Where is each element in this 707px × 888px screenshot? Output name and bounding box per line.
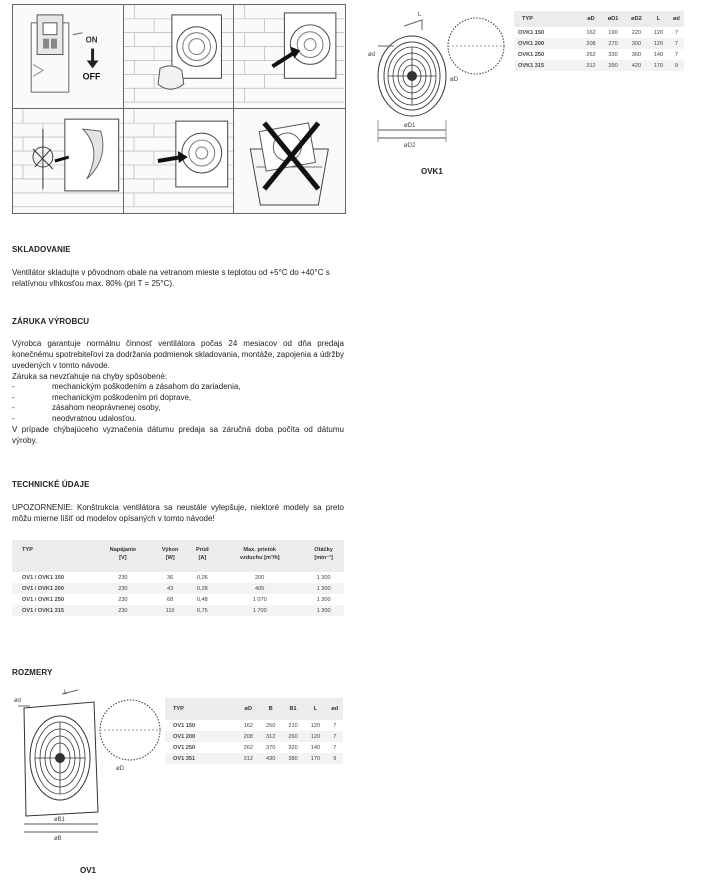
warranty-intro: Výrobca garantuje normálnu činnosť ventilátora počas 24 mesiacov od dňa predaja konečnému spotrebiteľovi za dodržania podmienok skladovania, montáže, zapojenia a údržby uvedených v tomto návode. bbox=[12, 339, 344, 370]
table-cell: 230 bbox=[118, 607, 128, 614]
table-cell: 390 bbox=[608, 62, 618, 69]
insert-fan-illustration bbox=[234, 5, 345, 108]
table-cell: 120 bbox=[310, 733, 321, 740]
ovk1-label-L: L bbox=[418, 12, 422, 18]
table-cell: 162 bbox=[243, 722, 253, 729]
ovk1-dimension-drawing bbox=[364, 6, 514, 184]
table-cell: 170 bbox=[310, 755, 321, 762]
tech-col-current: Prúd [A] bbox=[195, 547, 209, 561]
table-cell: 370 bbox=[265, 744, 276, 751]
ovk1-col-dd: ød bbox=[672, 16, 680, 22]
table-row bbox=[165, 720, 343, 731]
table-cell: 1 300 bbox=[316, 607, 331, 614]
ov1-dimension-drawing bbox=[12, 684, 162, 844]
table-row bbox=[12, 605, 344, 616]
switch-on-label: ON bbox=[85, 35, 98, 45]
ov1-col-d: øD bbox=[244, 706, 252, 712]
list-item: - zásahom neoprávnenej osoby, bbox=[12, 403, 161, 412]
warranty-closing: V prípade chýbajúceho vyznačenia dátumu predaja sa záručná doba počíta od dátumu výroby. bbox=[12, 425, 344, 445]
table-cell: 0,48 bbox=[196, 596, 208, 603]
step-wiring bbox=[13, 109, 124, 213]
table-row bbox=[165, 731, 343, 742]
table-cell: 110 bbox=[165, 607, 175, 614]
table-cell: 220 bbox=[631, 29, 642, 36]
step-switch-off bbox=[13, 5, 124, 109]
table-cell: 262 bbox=[586, 51, 596, 58]
ovk1-label-d1: øD1 bbox=[404, 123, 416, 129]
ov1-label-L: L bbox=[64, 690, 68, 696]
dimensions-heading: ROZMERY bbox=[12, 668, 53, 677]
table-cell: 0,26 bbox=[196, 574, 208, 581]
ov1-label-d: ød bbox=[14, 698, 22, 704]
ov1-col-dd: ød bbox=[331, 706, 339, 712]
storage-heading: SKLADOVANIE bbox=[12, 245, 71, 254]
table-cell: 7 bbox=[674, 40, 678, 47]
table-row bbox=[12, 583, 344, 594]
table-row bbox=[165, 742, 343, 753]
table-cell: 120 bbox=[653, 40, 664, 47]
table-row bbox=[514, 49, 684, 60]
step-fix-fan bbox=[124, 109, 235, 213]
warranty-heading: ZÁRUKA VÝROBCU bbox=[12, 317, 90, 326]
table-cell: 7 bbox=[674, 51, 678, 58]
table-cell: OVK1 150 bbox=[518, 29, 545, 36]
table-cell: 300 bbox=[631, 40, 642, 47]
table-cell: 262 bbox=[243, 744, 253, 751]
step-no-water bbox=[234, 109, 345, 213]
table-cell: 140 bbox=[310, 744, 321, 751]
table-cell: 43 bbox=[166, 585, 174, 592]
table-cell: 1 300 bbox=[316, 585, 331, 592]
ovk1-table-header-row bbox=[514, 11, 684, 27]
table-cell: OVK1 250 bbox=[518, 51, 545, 58]
table-cell: 405 bbox=[255, 585, 265, 592]
table-cell: 420 bbox=[631, 62, 642, 69]
table-cell: 270 bbox=[608, 40, 618, 47]
storage-text: Ventilátor skladujte v pôvodnom obale na vetranom mieste s teplotou od +5°C do +40°C s relatívnou vlhkosťou max. 80% (pri T = 25°C). bbox=[12, 268, 330, 288]
table-cell: 0,28 bbox=[196, 585, 208, 592]
switch-off-illustration bbox=[13, 5, 123, 108]
table-row bbox=[514, 38, 684, 49]
wall-mount-illustration bbox=[124, 5, 234, 108]
table-cell: 0,75 bbox=[196, 607, 208, 614]
tech-col-power: Výkon [W] bbox=[161, 547, 179, 561]
table-cell: 360 bbox=[631, 51, 642, 58]
table-cell: 7 bbox=[333, 733, 337, 740]
list-item: - mechanickým poškodením a zásahom do zariadenia, bbox=[12, 382, 241, 391]
table-cell: 68 bbox=[166, 596, 174, 603]
ovk1-label-d2: øD2 bbox=[404, 143, 416, 149]
ov1-col-b1: B1 bbox=[289, 706, 297, 712]
ov1-col-l: L bbox=[313, 706, 318, 712]
table-cell: OV1 / OVK1 315 bbox=[22, 607, 64, 614]
list-item: - neodvratnou udalosťou. bbox=[12, 413, 137, 423]
step-insert-fan bbox=[234, 5, 345, 109]
tech-col-speed: Otáčky [min⁻¹] bbox=[314, 547, 333, 561]
ovk1-label-d: ød bbox=[368, 52, 376, 58]
table-cell: 36 bbox=[166, 574, 174, 581]
ovk1-dimension-table bbox=[514, 11, 684, 71]
table-cell: 208 bbox=[586, 40, 596, 47]
table-cell: 260 bbox=[288, 733, 298, 740]
table-row bbox=[165, 753, 343, 764]
table-cell: 430 bbox=[265, 755, 276, 762]
table-cell: OV1 250 bbox=[173, 744, 196, 751]
ovk1-col-l: L bbox=[656, 16, 661, 22]
list-item: - mechanickým poškodením pri doprave, bbox=[12, 392, 192, 402]
table-cell: 230 bbox=[118, 596, 128, 603]
table-cell: 120 bbox=[653, 29, 664, 36]
table-cell: OVK1 315 bbox=[518, 62, 545, 69]
table-cell: 200 bbox=[255, 574, 265, 581]
ov1-fan-diagram bbox=[12, 684, 162, 844]
table-cell: 162 bbox=[586, 29, 596, 36]
technical-note: UPOZORNENIE: Konštrukcia ventilátora sa neustále vylepšuje, niektoré modely sa preto môžu mierne líšiť od modelov opísaných v tomto návode! bbox=[12, 503, 344, 523]
warranty-bullet-text: mechanickým poškodením pri doprave, bbox=[52, 392, 192, 402]
table-row bbox=[12, 594, 344, 605]
technical-table-header-row bbox=[12, 540, 344, 572]
table-cell: 7 bbox=[674, 29, 678, 36]
switch-off-label: OFF bbox=[82, 71, 101, 82]
ovk1-col-d2: øD2 bbox=[631, 16, 642, 22]
table-cell: 7 bbox=[333, 744, 337, 751]
table-cell: OV1 150 bbox=[173, 722, 196, 729]
table-cell: 140 bbox=[653, 51, 664, 58]
ov1-table-header-row bbox=[165, 698, 343, 720]
table-cell: 120 bbox=[310, 722, 321, 729]
ov1-label-D: øD bbox=[116, 766, 124, 772]
table-cell: 190 bbox=[608, 29, 618, 36]
table-cell: 380 bbox=[288, 755, 298, 762]
warranty-bullet-text: zásahom neoprávnenej osoby, bbox=[52, 403, 161, 412]
ovk1-col-d: øD bbox=[587, 16, 595, 22]
table-cell: 7 bbox=[333, 722, 337, 729]
table-cell: OVK1 200 bbox=[518, 40, 545, 47]
ovk1-col-typ: TYP bbox=[522, 16, 533, 22]
table-row bbox=[12, 572, 344, 583]
table-cell: OV1 / OVK1 150 bbox=[22, 574, 64, 581]
table-cell: 1 700 bbox=[252, 607, 267, 614]
wiring-illustration bbox=[13, 109, 123, 213]
table-cell: 170 bbox=[653, 62, 664, 69]
table-cell: 1 300 bbox=[316, 596, 331, 603]
technical-heading: TECHNICKÉ ÚDAJE bbox=[12, 480, 90, 489]
table-cell: 1 300 bbox=[316, 574, 331, 581]
table-cell: 320 bbox=[288, 744, 298, 751]
table-cell: 1 070 bbox=[252, 596, 267, 603]
ovk1-label-d-axis: øD bbox=[450, 77, 458, 83]
table-cell: 9 bbox=[333, 755, 337, 762]
warranty-bullet-text: neodvratnou udalosťou. bbox=[52, 413, 137, 423]
table-cell: 312 bbox=[243, 755, 253, 762]
table-row bbox=[514, 60, 684, 71]
ov1-col-typ: TYP bbox=[173, 706, 184, 712]
warranty-section bbox=[12, 338, 344, 446]
no-water-warning-illustration bbox=[234, 109, 345, 213]
table-cell: 210 bbox=[288, 722, 298, 729]
table-cell: 312 bbox=[586, 62, 596, 69]
ov1-label-B: øB bbox=[54, 836, 62, 842]
table-cell: 230 bbox=[118, 585, 128, 592]
table-row bbox=[514, 27, 684, 38]
table-cell: 250 bbox=[265, 722, 276, 729]
tech-col-airflow: Max. prietok vzduchu [m³/h] bbox=[239, 547, 280, 561]
step-wall-mount bbox=[124, 5, 235, 109]
fix-fan-illustration bbox=[124, 109, 234, 213]
technical-data-table bbox=[12, 540, 344, 616]
table-cell: 330 bbox=[608, 51, 618, 58]
table-cell: 9 bbox=[674, 62, 678, 69]
ovk1-caption: OVK1 bbox=[421, 167, 443, 176]
ov1-label-B1: øB1 bbox=[54, 817, 66, 823]
ov1-caption: OV1 bbox=[80, 866, 97, 875]
ovk1-col-d1: øD1 bbox=[607, 16, 619, 22]
table-cell: OV1 351 bbox=[173, 755, 196, 762]
ovk1-fan-diagram bbox=[364, 6, 514, 184]
table-cell: 208 bbox=[243, 733, 253, 740]
table-cell: 230 bbox=[118, 574, 128, 581]
tech-col-voltage: Napájanie [V] bbox=[109, 547, 137, 561]
table-cell: 312 bbox=[265, 733, 276, 740]
ov1-dimension-table bbox=[165, 698, 343, 764]
tech-col-typ: TYP bbox=[22, 547, 33, 553]
installation-steps-grid bbox=[12, 4, 346, 214]
table-cell: OV1 200 bbox=[173, 733, 196, 740]
table-cell: OV1 / OVK1 250 bbox=[22, 596, 64, 603]
table-cell: OV1 / OVK1 200 bbox=[22, 585, 64, 592]
warranty-bullet-text: mechanickým poškodením a zásahom do zariadenia, bbox=[52, 382, 241, 391]
ov1-col-b: B bbox=[268, 706, 273, 712]
warranty-exclusion-lead: Záruka sa nevzťahuje na chyby spôsobené: bbox=[12, 372, 168, 381]
